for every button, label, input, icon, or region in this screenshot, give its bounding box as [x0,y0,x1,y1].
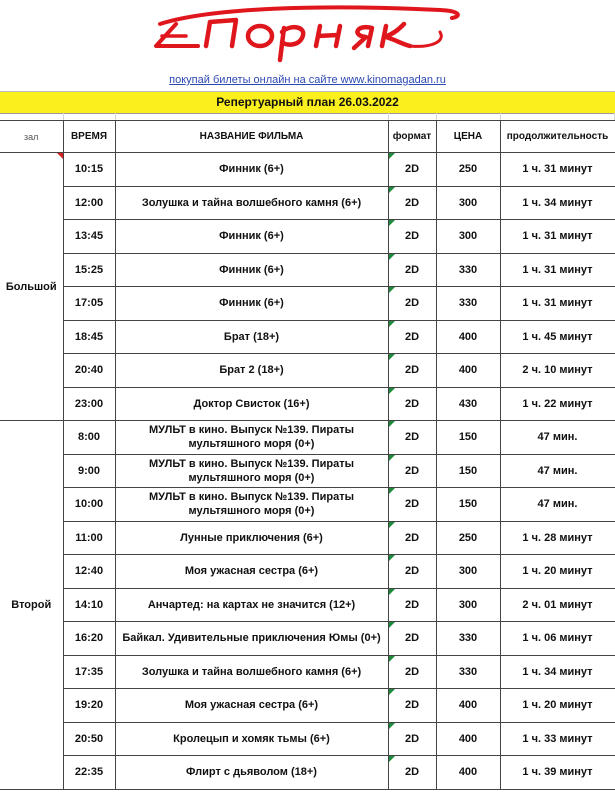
film-duration: 47 мин. [500,421,615,455]
film-duration: 47 мин. [500,454,615,488]
table-row [0,588,615,622]
gornyak-logo-image [140,2,470,64]
table-row [0,186,615,220]
table-row [0,421,615,455]
table-row [0,655,615,689]
session-time: 18:45 [63,320,115,354]
ticket-site-link[interactable]: покупай билеты онлайн на сайте www.kinomagadan.ru [169,74,446,86]
session-time: 13:45 [63,220,115,254]
film-format: 2D [388,555,436,589]
table-row [0,555,615,589]
table-row [0,287,615,321]
session-time: 20:40 [63,354,115,388]
ticket-price: 430 [436,387,500,421]
header-duration: продолжительность [500,121,615,153]
film-format: 2D [388,655,436,689]
film-duration: 1 ч. 20 минут [500,689,615,723]
film-duration: 1 ч. 34 минут [500,186,615,220]
ticket-price: 150 [436,454,500,488]
ticket-price: 330 [436,253,500,287]
ticket-price: 300 [436,186,500,220]
header-title: НАЗВАНИЕ ФИЛЬМА [115,121,388,153]
film-duration: 1 ч. 31 минут [500,153,615,187]
film-title: Анчартед: на картах не значится (12+) [115,588,388,622]
header-hall: зал [0,121,63,153]
film-title: Лунные приключения (6+) [115,521,388,555]
ticket-price: 250 [436,153,500,187]
film-title: Моя ужасная сестра (6+) [115,689,388,723]
film-format: 2D [388,756,436,790]
film-format: 2D [388,622,436,656]
film-format: 2D [388,354,436,388]
header-price: ЦЕНА [436,121,500,153]
session-time: 10:15 [63,153,115,187]
session-time: 23:00 [63,387,115,421]
ticket-price: 300 [436,555,500,589]
ticket-price: 300 [436,220,500,254]
header-time: ВРЕМЯ [63,121,115,153]
film-duration: 1 ч. 31 минут [500,287,615,321]
ticket-price: 150 [436,421,500,455]
film-format: 2D [388,588,436,622]
film-title: Брат (18+) [115,320,388,354]
session-time: 16:20 [63,622,115,656]
session-time: 15:25 [63,253,115,287]
ticket-price: 330 [436,655,500,689]
film-duration: 47 мин. [500,488,615,522]
hall-name: Большой [0,153,63,421]
session-time: 9:00 [63,454,115,488]
session-time: 14:10 [63,588,115,622]
film-format: 2D [388,253,436,287]
film-title: Байкал. Удивительные приключения Юмы (0+) [115,622,388,656]
film-format: 2D [388,488,436,522]
session-time: 20:50 [63,722,115,756]
table-row [0,153,615,187]
film-format: 2D [388,287,436,321]
film-duration: 1 ч. 33 минут [500,722,615,756]
film-title: Брат 2 (18+) [115,354,388,388]
logo [0,0,615,68]
table-row [0,521,615,555]
header-format: формат [388,121,436,153]
ticket-price: 330 [436,287,500,321]
ticket-price: 400 [436,689,500,723]
table-row [0,488,615,522]
film-format: 2D [388,689,436,723]
ticket-price: 330 [436,622,500,656]
film-title: Доктор Свисток (16+) [115,387,388,421]
table-row [0,220,615,254]
film-duration: 1 ч. 22 минут [500,387,615,421]
ticket-price: 400 [436,756,500,790]
film-title: Финник (6+) [115,287,388,321]
film-duration: 1 ч. 06 минут [500,622,615,656]
table-row [0,454,615,488]
film-title: Золушка и тайна волшебного камня (6+) [115,186,388,220]
table-row [0,354,615,388]
film-duration: 1 ч. 28 минут [500,521,615,555]
table-row [0,387,615,421]
ticket-price: 150 [436,488,500,522]
film-duration: 1 ч. 31 минут [500,220,615,254]
film-duration: 2 ч. 10 минут [500,354,615,388]
ticket-price: 300 [436,588,500,622]
film-title: МУЛЬТ в кино. Выпуск №139. Пираты мультяшного моря (0+) [115,454,388,488]
film-title: Финник (6+) [115,220,388,254]
film-duration: 1 ч. 34 минут [500,655,615,689]
ticket-price: 400 [436,354,500,388]
session-time: 8:00 [63,421,115,455]
table-header-row [0,121,615,153]
table-row [0,756,615,790]
film-title: Моя ужасная сестра (6+) [115,555,388,589]
film-duration: 1 ч. 45 минут [500,320,615,354]
film-title: Кролецып и хомяк тьмы (6+) [115,722,388,756]
film-duration: 2 ч. 01 минут [500,588,615,622]
film-format: 2D [388,521,436,555]
film-title: Финник (6+) [115,153,388,187]
session-time: 10:00 [63,488,115,522]
film-title: МУЛЬТ в кино. Выпуск №139. Пираты мультяшного моря (0+) [115,421,388,455]
session-time: 17:35 [63,655,115,689]
session-time: 17:05 [63,287,115,321]
film-title: МУЛЬТ в кино. Выпуск №139. Пираты мультяшного моря (0+) [115,488,388,522]
film-format: 2D [388,454,436,488]
film-format: 2D [388,153,436,187]
table-row [0,722,615,756]
session-time: 19:20 [63,689,115,723]
film-format: 2D [388,320,436,354]
film-format: 2D [388,421,436,455]
session-time: 12:00 [63,186,115,220]
film-duration: 1 ч. 31 минут [500,253,615,287]
film-title: Флирт с дьяволом (18+) [115,756,388,790]
plan-title: Репертуарный план 26.03.2022 [0,91,615,114]
ticket-price: 250 [436,521,500,555]
table-row [0,253,615,287]
schedule-table [0,120,615,790]
session-time: 12:40 [63,555,115,589]
film-title: Золушка и тайна волшебного камня (6+) [115,655,388,689]
table-row [0,689,615,723]
session-time: 11:00 [63,521,115,555]
film-duration: 1 ч. 39 минут [500,756,615,790]
film-format: 2D [388,220,436,254]
film-title: Финник (6+) [115,253,388,287]
film-format: 2D [388,186,436,220]
table-row [0,320,615,354]
film-format: 2D [388,722,436,756]
session-time: 22:35 [63,756,115,790]
ticket-price: 400 [436,320,500,354]
film-format: 2D [388,387,436,421]
hall-name: Второй [0,421,63,790]
film-duration: 1 ч. 20 минут [500,555,615,589]
table-row [0,622,615,656]
ticket-price: 400 [436,722,500,756]
